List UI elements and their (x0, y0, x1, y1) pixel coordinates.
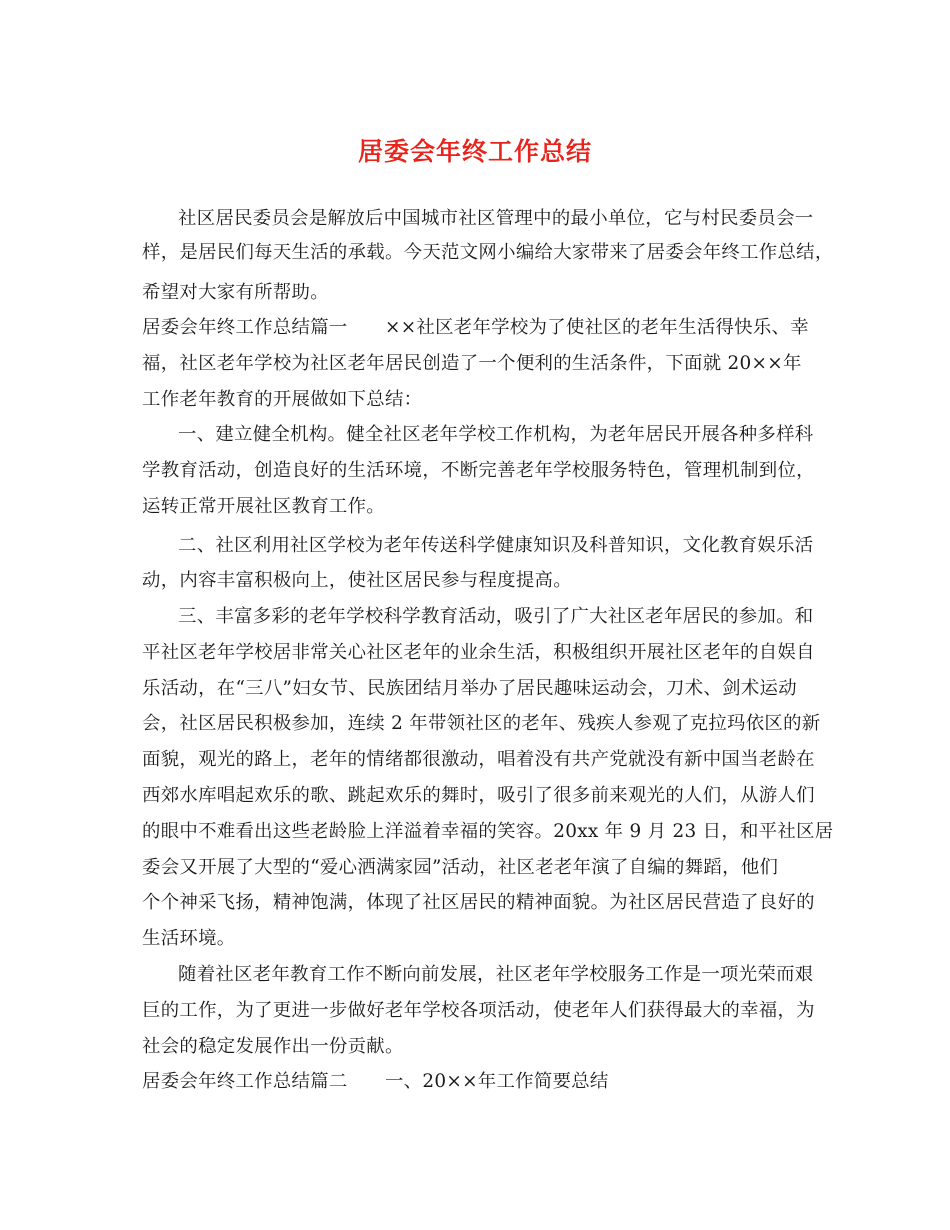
text-line: 二、社区利用社区学校为老年传送科学健康知识及科普知识，文化教育娱乐活 (178, 535, 814, 556)
text-line: 平社区老年学校居非常关心社区老年的业余生活，积极组织开展社区老年的自娱自 (142, 642, 815, 663)
document-title: 居委会年终工作总结 (357, 137, 592, 166)
text-line: 西郊水库唱起欢乐的歌、跳起欢乐的舞时，吸引了很多前来观光的人们，从游人们 (142, 785, 815, 806)
text-line: 的眼中不难看出这些老龄脸上洋溢着幸福的笑容。20xx 年 9 月 23 日，和平社区居 (142, 821, 834, 842)
text-line: 面貌，观光的路上，老年的情绪都很激动，唱着没有共产党就没有新中国当老龄在 (142, 749, 815, 770)
text-line: 社会的稳定发展作出一份贡献。 (142, 1036, 404, 1057)
text-line: 社区居民委员会是解放后中国城市社区管理中的最小单位，它与村民委员会一 (178, 208, 814, 229)
text-line: 福，社区老年学校为社区老年居民创造了一个便利的生活条件，下面就 20××年 (142, 353, 802, 374)
text-line: 居委会年终工作总结篇二 一、20××年工作简要总结 (142, 1071, 609, 1092)
text-line: 运转正常开展社区教育工作。 (142, 496, 385, 517)
text-line: 动，内容丰富积极向上，使社区居民参与程度提高。 (142, 570, 572, 591)
text-line: 随着社区老年教育工作不断向前发展，社区老年学校服务工作是一项光荣而艰 (178, 964, 814, 985)
text-line: 委会又开展了大型的“爱心洒满家园”活动，社区老老年演了自编的舞蹈，他们 (142, 857, 779, 878)
text-line: 生活环境。 (142, 928, 236, 949)
text-line: 会，社区居民积极参加，连续 2 年带领社区的老年、残疾人参观了克拉玛依区的新 (142, 713, 821, 734)
text-line: 三、丰富多彩的老年学校科学教育活动，吸引了广大社区老年居民的参加。和 (178, 606, 814, 627)
text-line: 一、建立健全机构。健全社区老年学校工作机构，为老年居民开展各种多样科 (178, 424, 814, 445)
text-line: 学教育活动，创造良好的生活环境，不断完善老年学校服务特色，管理机制到位， (142, 460, 815, 481)
text-line: 工作老年教育的开展做如下总结： (142, 389, 423, 410)
text-line: 乐活动，在“三八”妇女节、民族团结月举办了居民趣味运动会，刀术、剑术运动 (142, 678, 797, 699)
text-line: 居委会年终工作总结篇一 ××社区老年学校为了使社区的老年生活得快乐、幸 (142, 317, 809, 338)
text-line: 希望对大家有所帮助。 (142, 282, 329, 303)
text-line: 巨的工作，为了更进一步做好老年学校各项活动，使老年人们获得最大的幸福，为 (142, 1000, 815, 1021)
text-line: 样，是居民们每天生活的承载。今天范文网小编给大家带来了居委会年终工作总结， (142, 242, 834, 263)
text-line: 个个神采飞扬，精神饱满，体现了社区居民的精神面貌。为社区居民营造了良好的 (142, 892, 815, 913)
